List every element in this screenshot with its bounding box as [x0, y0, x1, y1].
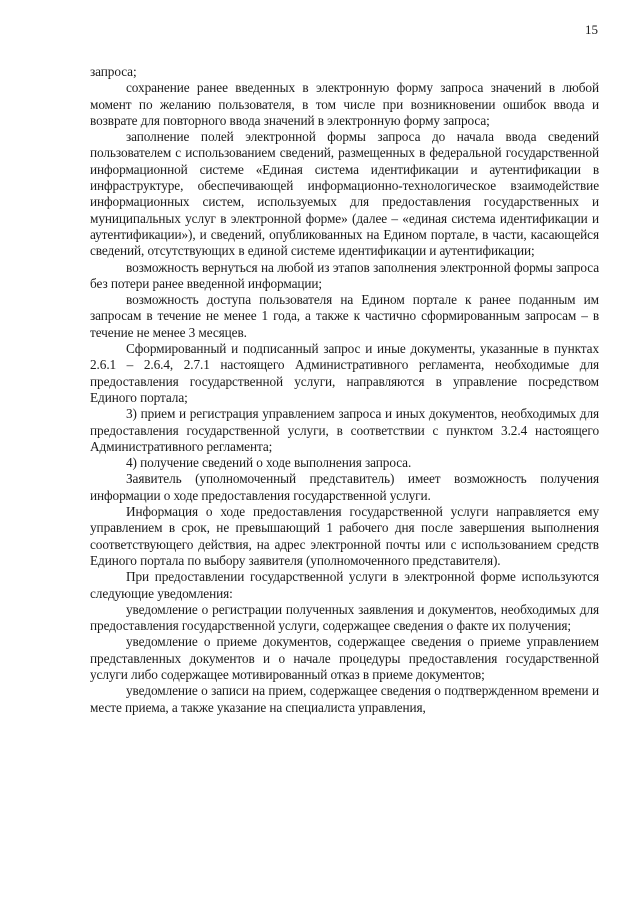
paragraph-12: уведомление о регистрации полученных заявления и документов, необходимых для предоставления государственной услуги, содержащее сведения о факте их получения;	[90, 601, 599, 634]
paragraph-4: возможность вернуться на любой из этапов заполнения электронной формы запроса без потери ранее введенной информации;	[90, 259, 599, 291]
document-body	[90, 64, 599, 716]
paragraph-14: уведомление о записи на прием, содержащее сведения о подтвержденном времени и месте приема, а также указание на специалиста управления,	[90, 683, 599, 715]
page-number: 15	[585, 22, 598, 37]
paragraph-11: При предоставлении государственной услуги в электронной форме используются следующие уведомления:	[90, 569, 599, 601]
paragraph-9: Заявитель (уполномоченный представитель) имеет возможность получения информации о ходе предоставления государственной услуги.	[90, 471, 599, 503]
paragraph-2: сохранение ранее введенных в электронную форму запроса значений в любой момент по желанию пользователя, в том числе при возникновении ошибок ввода и возврате для повторного ввода значений в электронную форму запроса;	[90, 80, 599, 128]
paragraph-3: заполнение полей электронной формы запроса до начала ввода сведений пользователем с использованием сведений, размещенных в федеральной государственной информационной системе «Единая система идентификации и аутентификации в инфраструктуре, обеспечивающей информационно-технологическое взаимодействие информационных систем, используемых для предоставления государственных и муниципальных услуг в электронной форме» (далее – «единая система идентификации и аутентификации»), и сведений, опубликованных на Едином портале, в части, касающейся сведений, отсутствующих в единой системе идентификации и аутентификации;	[90, 129, 599, 259]
paragraph-1: запроса;	[90, 64, 137, 79]
paragraph-8: 4) получение сведений о ходе выполнения запроса.	[126, 455, 412, 471]
paragraph-6: Сформированный и подписанный запрос и иные документы, указанные в пунктах 2.6.1 – 2.6.4, 2.7.1 настоящего Административного регламента, необходимые для предоставления государственной услуги, направляются в управление посредством Единого портала;	[90, 341, 599, 405]
paragraph-10: Информация о ходе предоставления государственной услуги направляется ему управлением в срок, не превышающий 1 рабочего дня после завершения выполнения соответствующего действия, на адрес электронной почты или с использованием средств Единого портала по выбору заявителя (уполномоченного представителя).	[90, 504, 599, 568]
paragraph-13: уведомление о приеме документов, содержащее сведения о приеме управлением представленных документов и о начале процедуры предоставления государственной услуги либо содержащее мотивированный отказ в приеме документов;	[90, 634, 599, 682]
paragraph-7: 3) прием и регистрация управлением запроса и иных документов, необходимых для предоставления государственной услуги, в соответствии с пунктом 3.2.4 настоящего Административного регламента;	[90, 406, 599, 454]
paragraph-5: возможность доступа пользователя на Едином портале к ранее поданным им запросам в течение не менее 1 года, а также к частично сформированным запросам – в течение не менее 3 месяцев.	[90, 292, 599, 340]
